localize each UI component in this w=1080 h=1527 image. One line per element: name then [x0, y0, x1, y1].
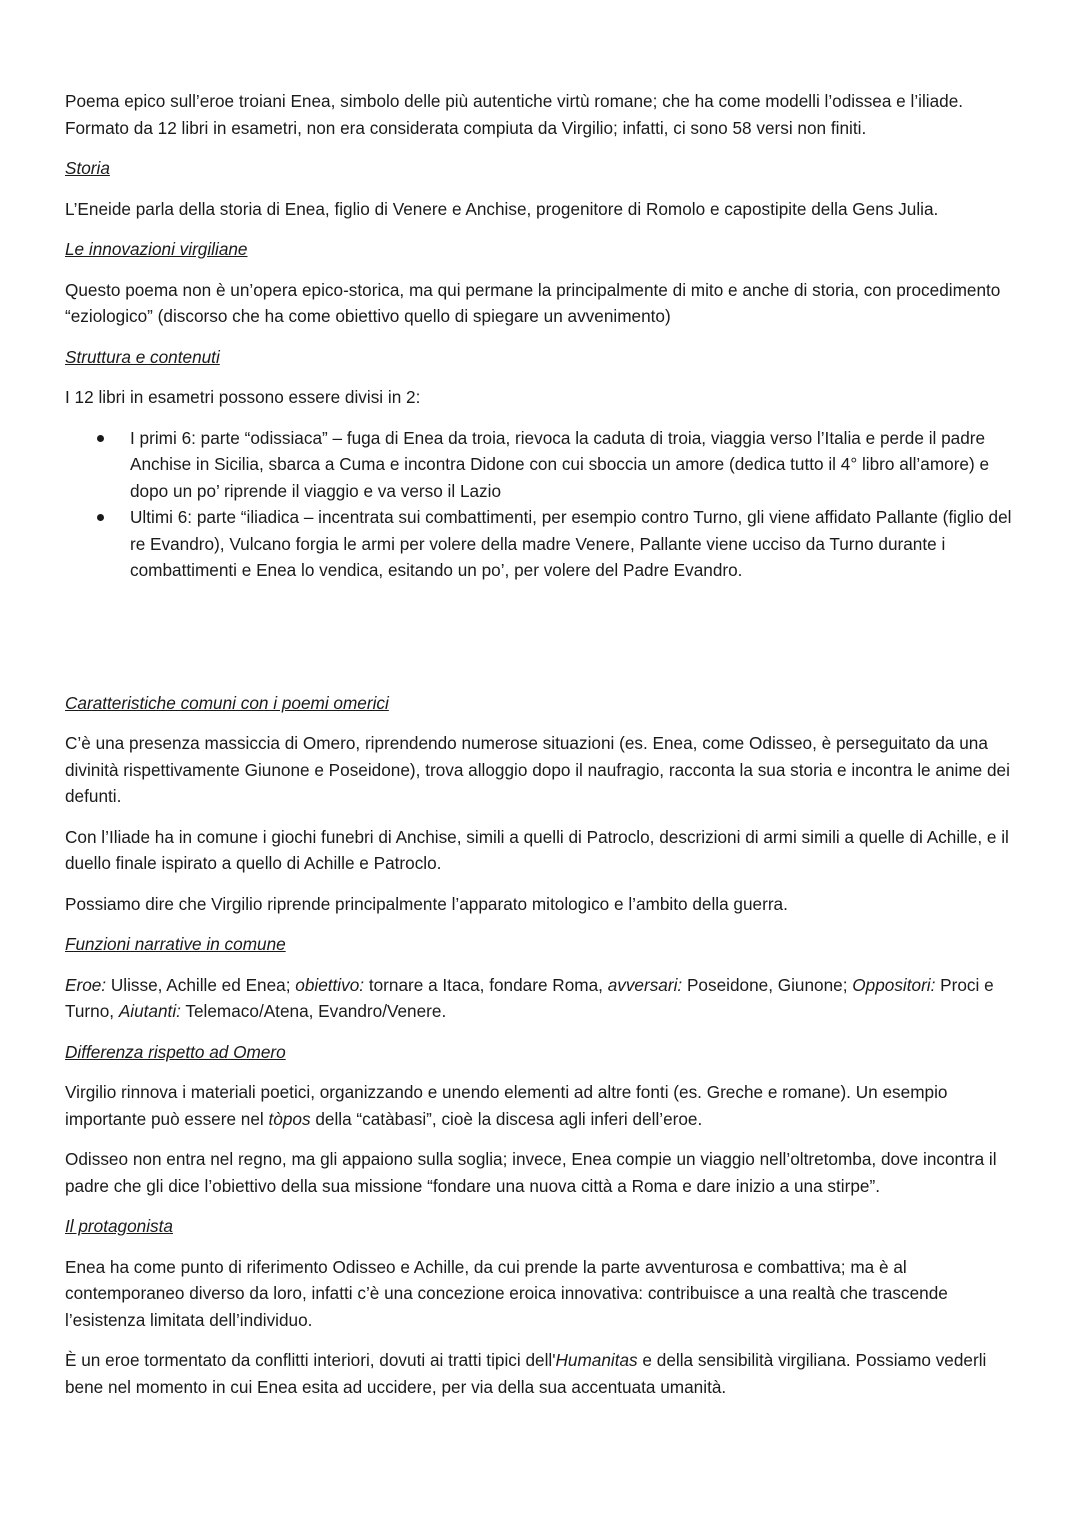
comuni-paragraph-1: C’è una presenza massiccia di Omero, riprendendo numerose situazioni (es. Enea, come Odisseo, è perseguitato da una divinità rispettivamente Giunone e Poseidone), trova alloggio dopo il naufragio, racconta la sua storia e incontra le anime dei defunti. — [65, 733, 1010, 806]
aiutanti-label: Aiutanti: — [118, 1001, 181, 1021]
list-item-text: Ultimi 6: parte “iliadica – incentrata sui combattimenti, per esempio contro Turno, gli viene affidato Pallante (figlio del re Evandro), Vulcano forgia le armi per volere della madre Venere, Pallante viene ucciso da Turno durante i combattimenti e Enea lo vendica, esitando un po’, per volere del Padre Evandro. — [130, 507, 1012, 580]
list-item — [65, 425, 1015, 505]
heading-struttura: Struttura e contenuti — [65, 346, 220, 367]
bullet-icon — [97, 435, 104, 442]
protagonista-text-b: e della sensibilità virgiliana. Possiamo vederli bene nel momento in cui Enea esita ad uccidere, per via della sua accentuata umanità. — [65, 1350, 987, 1397]
differenza-text-b: della “catàbasi”, cioè la discesa agli inferi dell’eroe. — [310, 1108, 703, 1129]
funzioni-paragraph — [65, 972, 1015, 1025]
differenza-paragraph-2: Odisseo non entra nel regno, ma gli appaiono sulla soglia; invece, Enea compie un viaggio nell’oltretomba, dove incontra il padre che gli dice l’obiettivo della sua missione “fondare una nuova città a Roma e dare inizio a una stirpe”. — [65, 1149, 997, 1196]
heading-differenza: Differenza rispetto ad Omero — [65, 1041, 286, 1062]
eroe-label: Eroe: — [65, 974, 107, 995]
list-item — [65, 504, 1015, 584]
bullet-icon — [97, 514, 104, 521]
document-page — [65, 88, 1015, 1414]
comuni-paragraph-3: Possiamo dire che Virgilio riprende principalmente l’apparato mitologico e l’ambito della guerra. — [65, 893, 788, 914]
humanitas-word: Humanitas — [555, 1350, 638, 1370]
topos-word: tòpos — [268, 1108, 311, 1129]
struttura-paragraph: I 12 libri in esametri possono essere divisi in 2: — [65, 387, 421, 407]
heading-innovazioni: Le innovazioni virgiliane — [65, 239, 248, 259]
oppositori-text: Proci e Turno, — [65, 974, 994, 1021]
protagonista-paragraph-2 — [65, 1347, 1015, 1400]
eroe-text: Ulisse, Achille ed Enea; — [106, 974, 296, 995]
struttura-bullet-list — [65, 425, 1015, 584]
obiettivo-text: tornare a Itaca, fondare Roma, — [364, 974, 608, 995]
list-item-text: I primi 6: parte “odissiaca” – fuga di Enea da troia, rievoca la caduta di troia, viaggia verso l’Italia e perde il padre Anchise in Sicilia, sbarca a Cuma e incontra Didone con cui sboccia un amore (dedica tutto il 4° libro all’amore) e dopo un po’ riprende il viaggio e va verso il Lazio — [130, 427, 990, 501]
avversari-label: avversari: — [607, 974, 683, 995]
innovazioni-paragraph: Questo poema non è un’opera epico-storica, ma qui permane la principalmente di mito e anche di storia, con procedimento “eziologico” (discorso che ha come obiettivo quello di spiegare un avvenimento) — [65, 279, 1001, 326]
aiutanti-text: Telemaco/Atena, Evandro/Venere. — [180, 1001, 447, 1021]
heading-comuni: Caratteristiche comuni con i poemi omerici — [65, 692, 389, 713]
protagonista-paragraph-1: Enea ha come punto di riferimento Odisseo e Achille, da cui prende la parte avventurosa e combattiva; ma è al contemporaneo diverso da loro, infatti c’è una concezione eroica innovativa: contribuisce a una realtà che trascende l’esistenza limitata dell’individuo. — [65, 1256, 948, 1330]
protagonista-text-a: È un eroe tormentato da conflitti interiori, dovuti ai tratti tipici dell' — [65, 1350, 556, 1370]
oppositori-label: Oppositori: — [852, 974, 936, 995]
blank-space — [65, 598, 1015, 690]
avversari-text: Poseidone, Giunone; — [682, 974, 853, 995]
storia-paragraph: L’Eneide parla della storia di Enea, figlio di Venere e Anchise, progenitore di Romolo e capostipite della Gens Julia. — [65, 198, 939, 219]
differenza-text-a: Virgilio rinnova i materiali poetici, organizzando e unendo elementi ad altre fonti (es. Greche e romane). Un esempio importante può essere nel — [65, 1082, 948, 1129]
heading-storia: Storia — [65, 158, 110, 178]
heading-funzioni: Funzioni narrative in comune — [65, 934, 286, 954]
differenza-paragraph-1 — [65, 1079, 1015, 1132]
obiettivo-label: obiettivo: — [295, 974, 365, 995]
heading-protagonista: Il protagonista — [65, 1216, 173, 1236]
comuni-paragraph-2: Con l’Iliade ha in comune i giochi funebri di Anchise, simili a quelli di Patroclo, descrizioni di armi simili a quelle di Achille, e il duello finale ispirato a quello di Achille e Patroclo. — [65, 826, 1009, 873]
intro-paragraph: Poema epico sull’eroe troiani Enea, simbolo delle più autentiche virtù romane; che ha come modelli l’odissea e l’iliade. Formato da 12 libri in esametri, non era considerata compiuta da Virgilio; infatti, ci sono 58 versi non finiti. — [65, 91, 964, 138]
